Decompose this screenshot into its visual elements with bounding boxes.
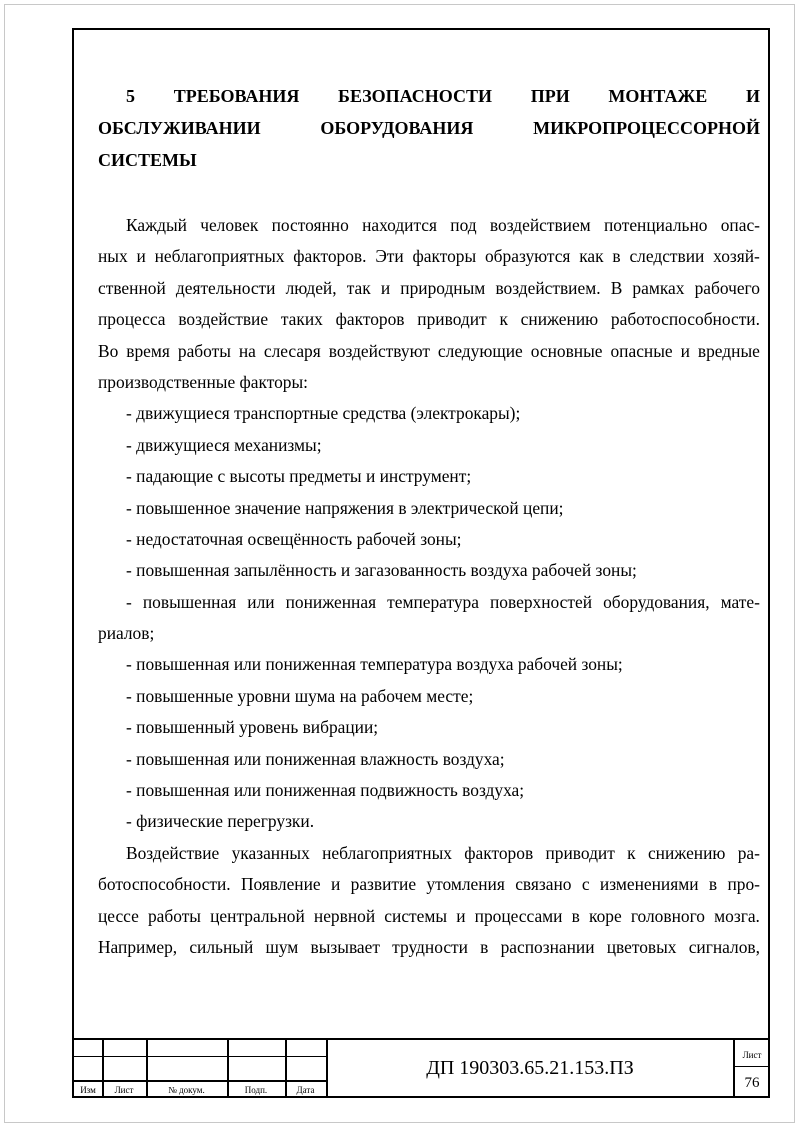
sheet-number: 76: [744, 1075, 760, 1091]
body-word: процессами: [474, 905, 563, 926]
body-word: людей,: [285, 277, 337, 298]
body-word: и: [330, 874, 341, 895]
section-heading: [98, 80, 760, 176]
body-word: человек: [200, 215, 259, 235]
body-word: факторов: [464, 842, 534, 863]
body-word: так: [346, 277, 371, 298]
body-word: как: [579, 246, 604, 267]
body-word: работоспособности.: [610, 309, 760, 330]
body-word: Например,: [98, 936, 178, 957]
stamp-list: Лист: [114, 1085, 134, 1095]
body-text: [98, 210, 760, 963]
body-word: находится: [362, 215, 438, 235]
heading-word: БЕЗОПАСНОСТИ: [338, 86, 493, 106]
body-line: [98, 304, 760, 335]
body-word: опасные: [610, 340, 673, 361]
body-line: - падающие с высоты предметы и инструмент;: [126, 466, 472, 487]
body-word: приводит: [417, 309, 487, 330]
body-word: про-: [727, 874, 760, 895]
body-word: сильный: [189, 936, 254, 957]
body-word: следующие: [437, 340, 523, 361]
body-line: - физические перегрузки.: [126, 811, 315, 832]
heading-word: ПРИ: [530, 86, 570, 106]
body-word: воздействие: [178, 309, 269, 330]
body-word: повышенная: [142, 591, 237, 612]
stamp-doc-no: № докум.: [168, 1085, 205, 1095]
body-word: сигналов,: [688, 936, 760, 957]
body-word: рамках: [632, 277, 685, 298]
stamp-row-line: [734, 1066, 770, 1067]
body-word: распознании: [500, 936, 595, 957]
body-word: образуются: [484, 246, 571, 267]
body-line: [98, 273, 760, 304]
body-word: и: [456, 905, 466, 926]
heading-line-2: [98, 112, 760, 144]
heading-word: ОБСЛУЖИВАНИИ: [98, 118, 261, 138]
body-line: [98, 210, 760, 241]
body-word: воздействием.: [495, 277, 601, 298]
stamp-izm: Изм: [80, 1085, 96, 1095]
body-word: поверхностей: [490, 591, 593, 612]
body-line: [98, 838, 760, 869]
body-line: - повышенная запылённость и загазованность воздуха рабочей зоны;: [126, 560, 637, 581]
stamp-data: Дата: [296, 1085, 315, 1095]
body-word: пониженная: [285, 591, 377, 612]
document-code: ДП 190303.65.21.153.ПЗ: [426, 1057, 634, 1079]
body-line: производственные факторы:: [98, 371, 309, 392]
body-line: [98, 336, 760, 367]
body-word: слесаря: [263, 340, 321, 361]
body-word: рабочего: [694, 277, 760, 298]
body-word: вредные: [697, 340, 760, 361]
stamp-row-line: [74, 1056, 327, 1057]
body-word: под: [450, 215, 477, 235]
stamp-row-line: [74, 1080, 327, 1082]
body-word: коре: [589, 905, 622, 926]
body-line: - недостаточная освещённость рабочей зоны;: [126, 528, 462, 549]
body-word: нервной: [313, 905, 376, 926]
body-word: мозга.: [714, 905, 760, 926]
body-line: - движущиеся транспортные средства (электрокары);: [126, 403, 521, 424]
body-word: следствии: [629, 246, 705, 267]
body-line: - движущиеся механизмы;: [126, 434, 322, 455]
body-word: работы: [177, 340, 231, 361]
body-word: Во: [98, 340, 119, 361]
body-word: изменениями: [599, 874, 699, 895]
body-line: [98, 241, 760, 272]
body-word: цессе: [98, 905, 139, 926]
body-word: оборудования,: [603, 591, 710, 612]
body-word: воздействуют: [328, 340, 430, 361]
body-word: ра-: [737, 842, 760, 863]
body-word: приводит: [545, 842, 615, 863]
body-word: утомления: [426, 874, 505, 895]
sheet-label: Лист: [742, 1050, 762, 1060]
body-word: опас-: [720, 215, 760, 235]
body-word: шум: [265, 936, 299, 957]
body-word: -: [126, 591, 132, 612]
body-word: цветовых: [606, 936, 677, 957]
body-word: системы: [384, 905, 448, 926]
body-word: факторов.: [293, 246, 367, 267]
body-word: с: [581, 874, 590, 895]
body-word: к: [499, 309, 508, 330]
body-line: - повышенный уровень вибрации;: [126, 717, 379, 738]
body-word: факторы: [412, 246, 477, 267]
body-word: Появление: [240, 874, 321, 895]
body-word: ных: [98, 246, 128, 267]
body-line: [98, 901, 760, 932]
body-line: - повышенная или пониженная температура воздуха рабочей зоны;: [126, 654, 623, 675]
body-word: воздействием: [489, 215, 591, 235]
body-word: указанных: [231, 842, 310, 863]
body-word: хозяй-: [713, 246, 760, 267]
body-word: деятельности: [175, 277, 276, 298]
body-word: температура: [387, 591, 479, 612]
body-word: потенциально: [603, 215, 708, 235]
body-word: и: [680, 340, 690, 361]
body-word: вызывает: [310, 936, 380, 957]
body-word: снижению: [647, 842, 726, 863]
body-word: постоянно: [271, 215, 349, 235]
title-block: [72, 1038, 770, 1098]
body-word: ственной: [98, 277, 166, 298]
body-word: или: [247, 591, 275, 612]
body-word: в: [480, 936, 489, 957]
body-line: - повышенная или пониженная влажность воздуха;: [126, 748, 505, 769]
heading-line-1: [98, 80, 760, 112]
heading-word: МИКРОПРОЦЕССОРНОЙ: [533, 118, 760, 138]
body-line: - повышенные уровни шума на рабочем месте;: [126, 685, 474, 706]
body-line: [98, 932, 760, 963]
body-word: неблагоприятных: [154, 246, 285, 267]
body-word: в: [571, 905, 580, 926]
body-word: в: [612, 246, 621, 267]
body-word: процесса: [98, 309, 166, 330]
body-word: время: [126, 340, 170, 361]
body-word: и: [380, 277, 391, 298]
body-word: природным: [400, 277, 486, 298]
body-word: и: [136, 246, 146, 267]
body-word: В: [610, 277, 623, 298]
body-line: - повышенная или пониженная подвижность воздуха;: [126, 780, 525, 801]
heading-line-3: СИСТЕМЫ: [98, 150, 197, 170]
body-word: мате-: [720, 591, 760, 612]
body-word: развитие: [350, 874, 417, 895]
heading-word: МОНТАЖЕ: [608, 86, 708, 106]
body-word: снижению: [520, 309, 599, 330]
body-line: [98, 587, 760, 618]
body-word: Эти: [375, 246, 404, 267]
body-word: на: [238, 340, 256, 361]
stamp-podp: Подп.: [244, 1085, 268, 1095]
body-word: в: [708, 874, 718, 895]
body-word: связано: [515, 874, 572, 895]
body-word: трудности: [392, 936, 468, 957]
body-word: Каждый: [126, 215, 187, 235]
body-word: работы: [147, 905, 201, 926]
heading-word: И: [745, 86, 760, 106]
body-word: факторов: [335, 309, 405, 330]
body-word: центральной: [210, 905, 305, 926]
heading-word: ТРЕБОВАНИЯ: [173, 86, 300, 106]
heading-word: 5: [126, 86, 135, 106]
body-line: - повышенное значение напряжения в электрической цепи;: [126, 497, 564, 518]
body-word: основные: [530, 340, 603, 361]
heading-word: ОБОРУДОВАНИЯ: [320, 118, 474, 138]
body-word: таких: [280, 309, 323, 330]
body-line: [98, 869, 760, 900]
body-word: неблагоприятных: [322, 842, 452, 863]
body-word: головного: [630, 905, 705, 926]
body-line: риалов;: [98, 623, 155, 644]
body-word: к: [627, 842, 636, 863]
body-word: Воздействие: [126, 842, 220, 863]
body-word: ботоспособности.: [98, 874, 231, 895]
